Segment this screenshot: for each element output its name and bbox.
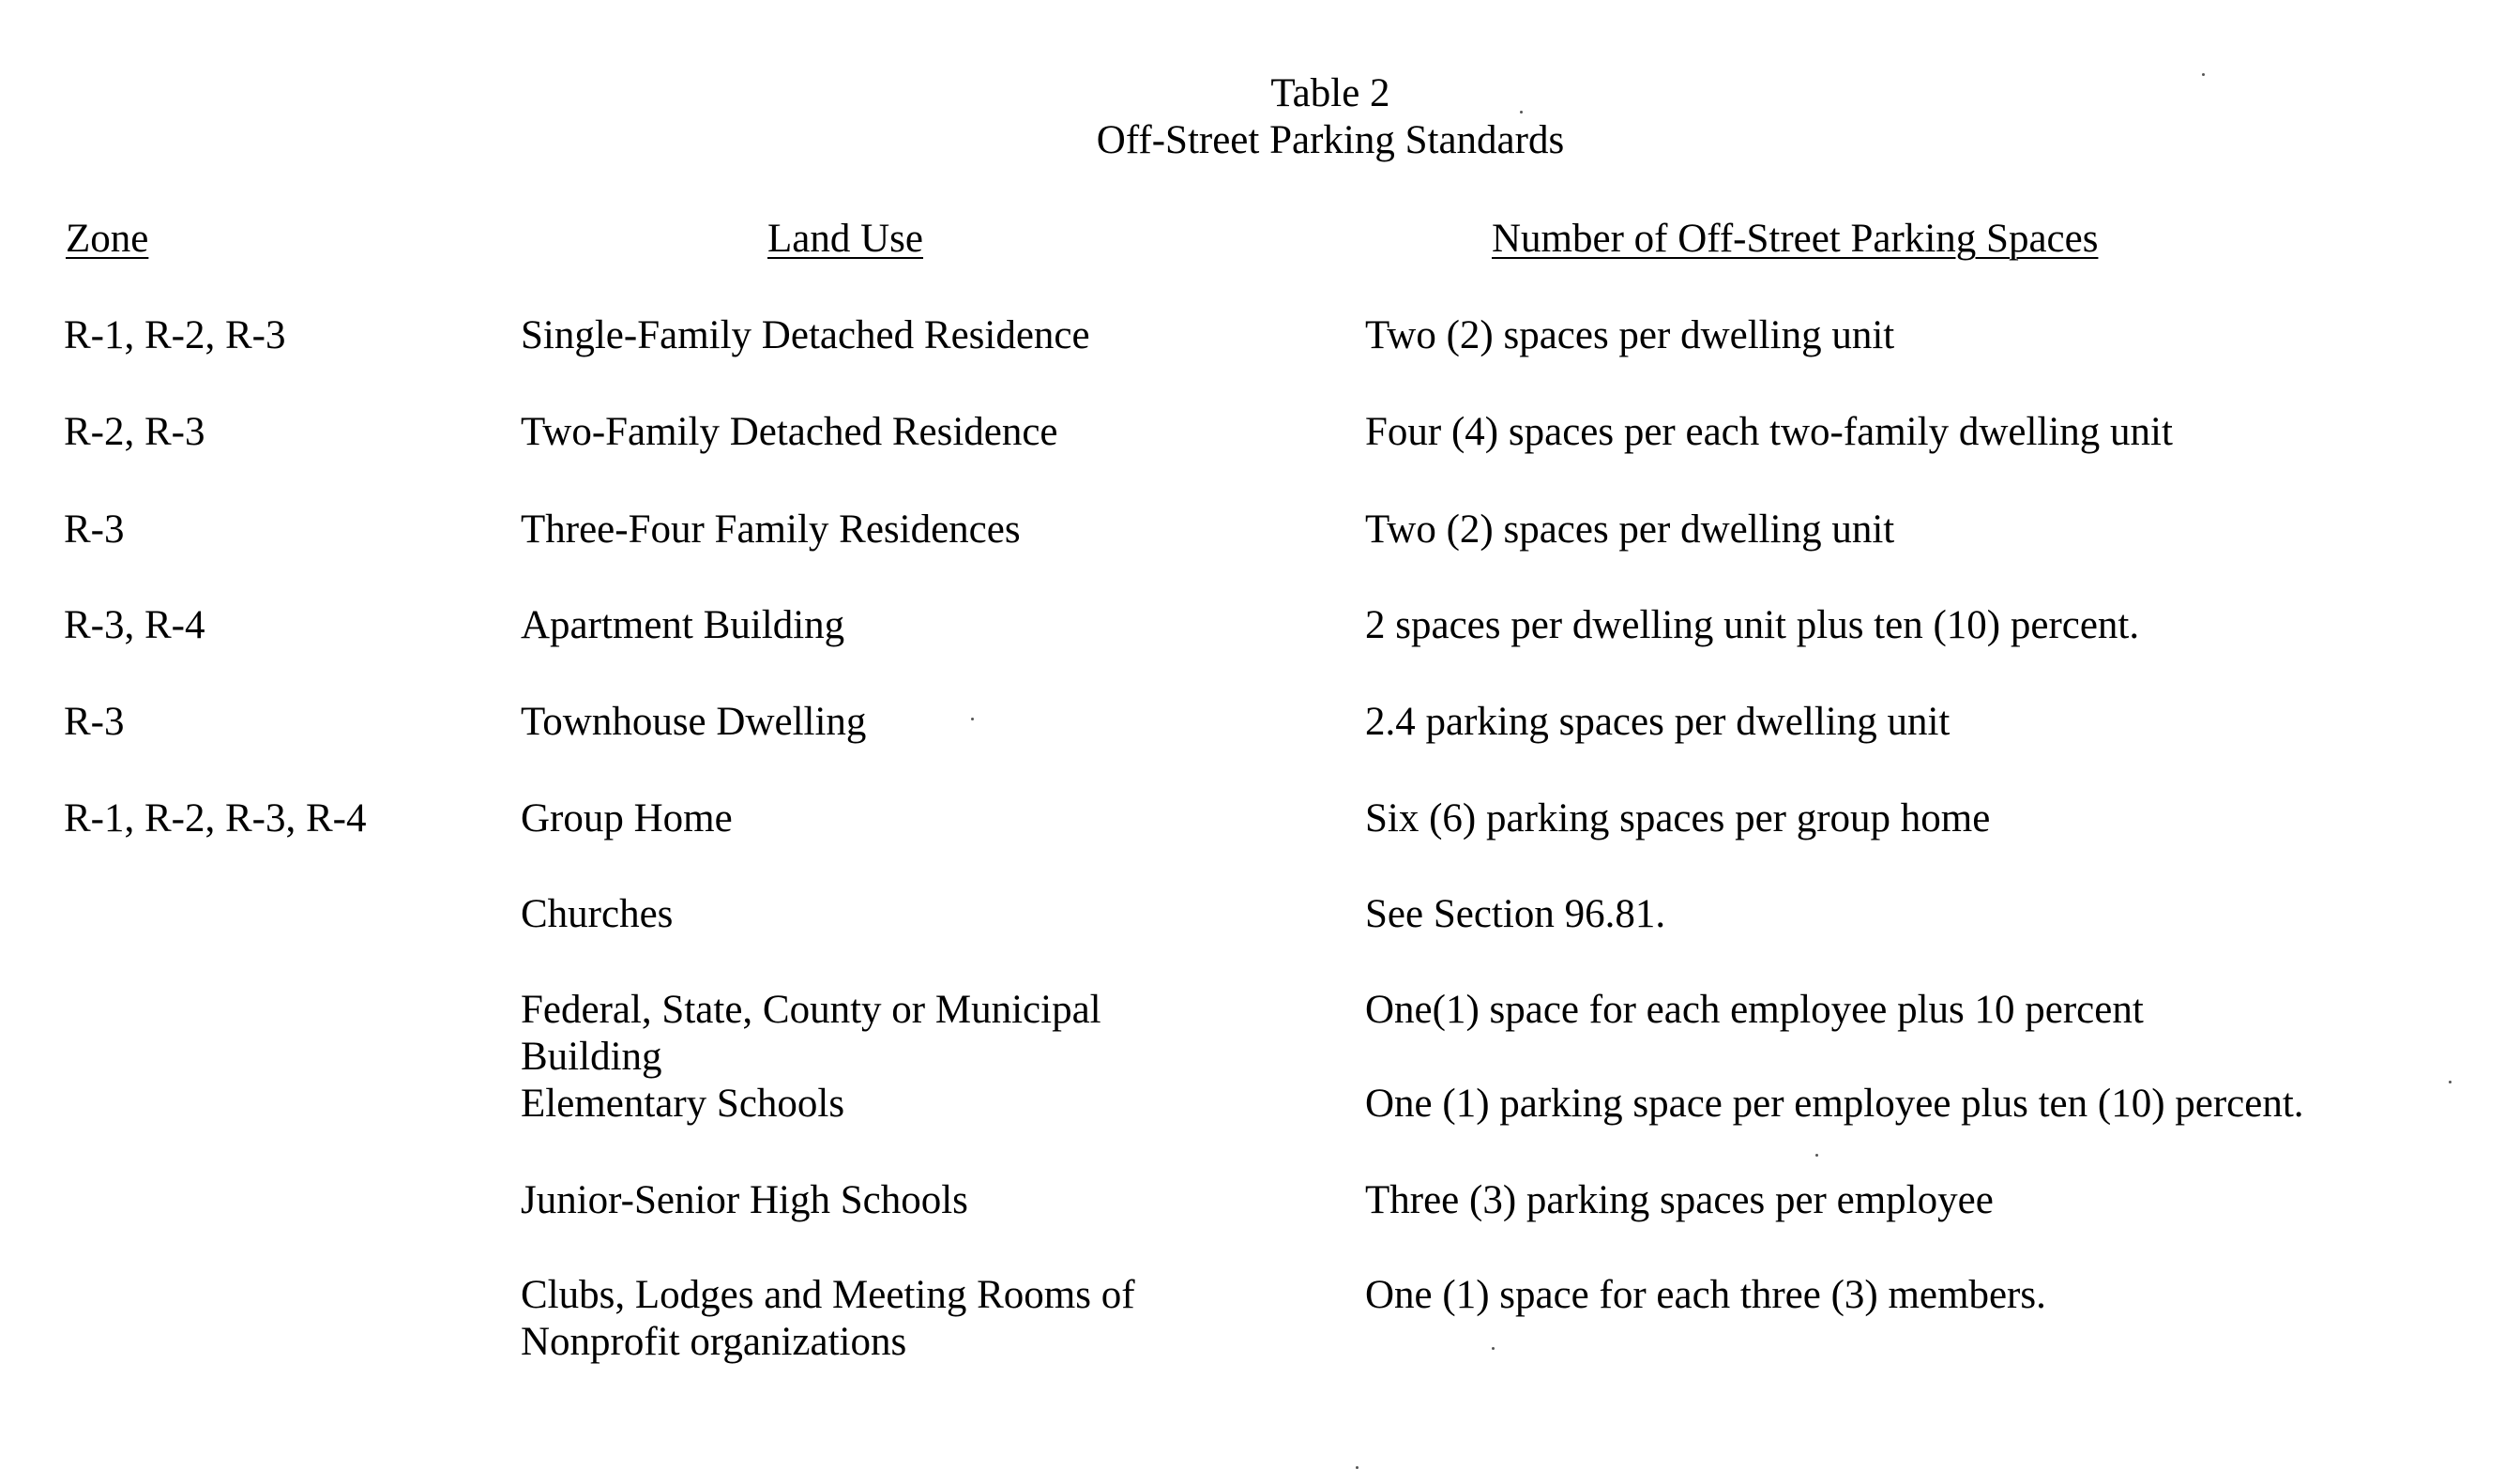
table-cell-zone: R-3 [64, 700, 125, 744]
table-cell-land-use: Apartment Building [521, 603, 845, 647]
table-cell-land-use: Federal, State, County or Municipal [521, 988, 1101, 1032]
scan-speck [2202, 73, 2205, 76]
scan-speck [2449, 1081, 2452, 1083]
table-cell-land-use: Junior-Senior High Schools [521, 1178, 968, 1222]
table-cell-parking-spaces: 2 spaces per dwelling unit plus ten (10) percent. [1365, 603, 2140, 647]
column-header-land-use: Land Use [767, 217, 923, 261]
scan-speck [1815, 1154, 1818, 1157]
scan-speck [1492, 1347, 1495, 1350]
scan-speck [1520, 111, 1523, 114]
table-cell-parking-spaces: Three (3) parking spaces per employee [1365, 1178, 1994, 1222]
table-cell-land-use: Single-Family Detached Residence [521, 313, 1090, 357]
table-cell-parking-spaces: One(1) space for each employee plus 10 percent [1365, 988, 2144, 1032]
table-cell-zone: R-2, R-3 [64, 410, 205, 454]
table-cell-zone: R-3, R-4 [64, 603, 205, 647]
table-cell-land-use: Group Home [521, 796, 733, 841]
table-cell-zone: R-1, R-2, R-3 [64, 313, 286, 357]
table-cell-zone: R-3 [64, 507, 125, 552]
table-label: Table 2 [1270, 71, 1390, 115]
table-cell-parking-spaces: Six (6) parking spaces per group home [1365, 796, 1991, 841]
scan-speck [971, 718, 974, 720]
table-cell-parking-spaces: One (1) space for each three (3) members. [1365, 1273, 2046, 1317]
table-cell-parking-spaces: Two (2) spaces per dwelling unit [1365, 313, 1895, 357]
table-cell-land-use-continued: Nonprofit organizations [521, 1320, 907, 1364]
column-header-zone: Zone [66, 217, 149, 261]
table-cell-parking-spaces: Four (4) spaces per each two-family dwelling unit [1365, 410, 2173, 454]
column-header-parking-spaces: Number of Off-Street Parking Spaces [1492, 217, 2099, 261]
table-cell-parking-spaces: 2.4 parking spaces per dwelling unit [1365, 700, 1951, 744]
table-cell-zone: R-1, R-2, R-3, R-4 [64, 796, 367, 841]
table-title: Off-Street Parking Standards [1096, 118, 1565, 162]
table-cell-land-use: Townhouse Dwelling [521, 700, 867, 744]
table-cell-parking-spaces: One (1) parking space per employee plus ten (10) percent. [1365, 1082, 2304, 1126]
table-cell-parking-spaces: See Section 96.81. [1365, 892, 1666, 936]
table-cell-land-use: Clubs, Lodges and Meeting Rooms of [521, 1273, 1135, 1317]
table-cell-land-use: Churches [521, 892, 674, 936]
table-cell-land-use: Elementary Schools [521, 1082, 845, 1126]
table-title-block [0, 70, 2520, 164]
table-cell-parking-spaces: Two (2) spaces per dwelling unit [1365, 507, 1895, 552]
table-cell-land-use: Two-Family Detached Residence [521, 410, 1058, 454]
table-cell-land-use-continued: Building [521, 1035, 662, 1079]
table-cell-land-use: Three-Four Family Residences [521, 507, 1021, 552]
